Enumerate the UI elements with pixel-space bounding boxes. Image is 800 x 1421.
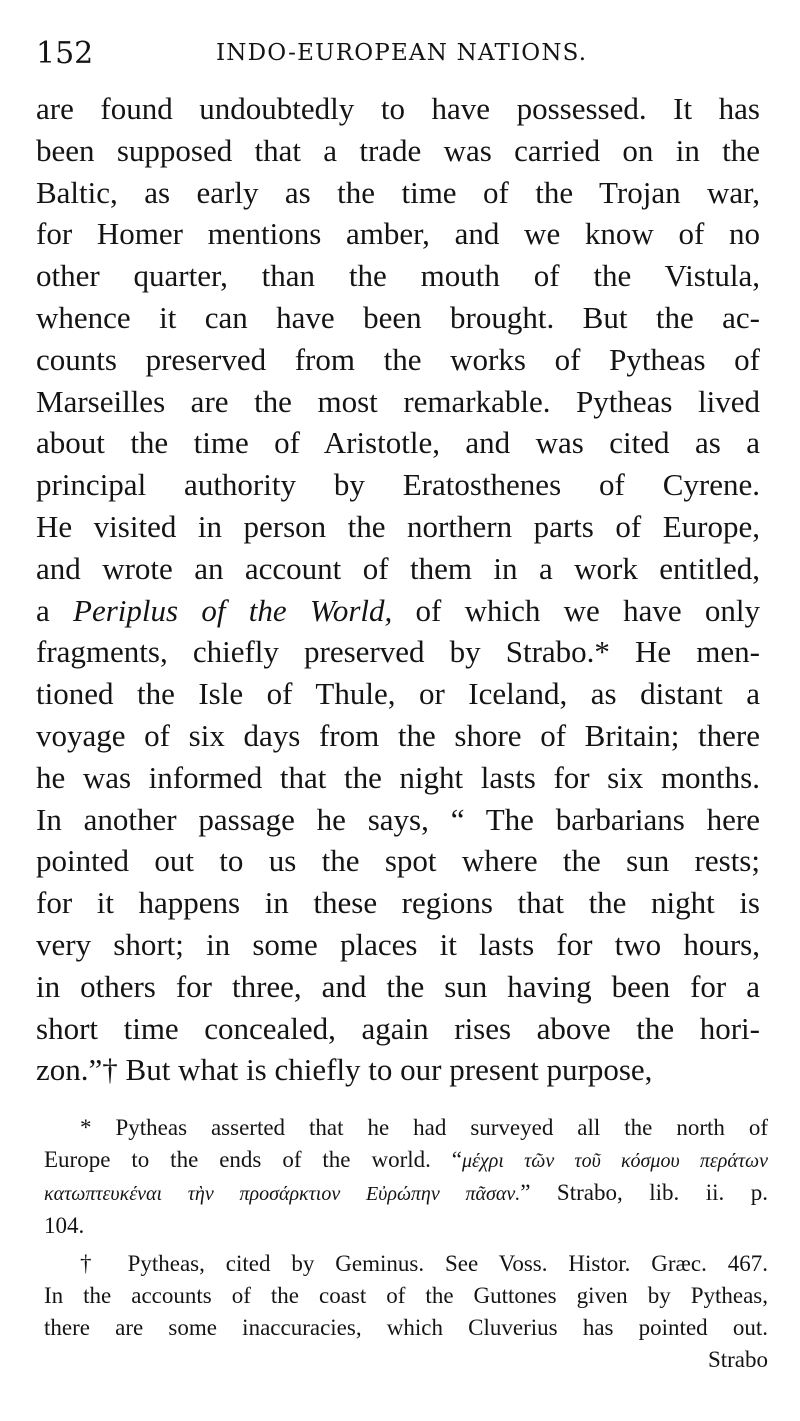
work-title: Periplus of the World, — [73, 592, 393, 628]
text-line: counts preserved from the works of Pytheas of — [36, 341, 760, 377]
footnote-2-line: † Pytheas, cited by Geminus. See Voss. Histor. Græc. 467. — [80, 1251, 768, 1276]
text-line: very short; in some places it lasts for two hours, — [36, 926, 760, 962]
text-line: he was informed that the night lasts for six months. — [36, 759, 760, 795]
footnote-2-line: there are some inaccuracies, which Cluverius has pointed out. — [44, 1315, 768, 1340]
footnote-1-line: * Pytheas asserted that he had surveyed all the north of — [80, 1115, 768, 1140]
body-text — [36, 88, 760, 1091]
greek-quotation: μέχρι τῶν τοῦ κόσμου περάτων — [462, 1150, 768, 1172]
text-line: are found undoubtedly to have possessed. It has — [36, 91, 760, 126]
line-suffix: of which we have only — [392, 592, 760, 628]
text-line: short time concealed, again rises above the hori- — [36, 1010, 760, 1046]
text-line: about the time of Aristotle, and was cited as a — [36, 425, 760, 461]
text-line: for it happens in these regions that the night is — [36, 885, 760, 921]
footnotes — [44, 1112, 768, 1376]
text-line: tioned the Isle of Thule, or Iceland, as distant a — [36, 676, 760, 712]
text-line: in others for three, and the sun having been for a — [36, 968, 760, 1004]
text-line: pointed out to us the spot where the sun rests; — [36, 843, 760, 879]
text-line: voyage of six days from the shore of Britain; there — [36, 717, 760, 753]
text-line: In another passage he says, “ The barbarians here — [36, 801, 760, 837]
footnote-2-line: In the accounts of the coast of the Guttones given by Pytheas, — [44, 1283, 768, 1308]
text-line: and wrote an account of them in a work entitled, — [36, 550, 760, 586]
text-line: been supposed that a trade was carried on in the — [36, 132, 760, 168]
text-line: for Homer mentions amber, and we know of no — [36, 216, 760, 252]
text-line: fragments, chiefly preserved by Strabo.* He men- — [36, 634, 760, 670]
text-line-with-title — [36, 590, 760, 632]
text-line: Baltic, as early as the time of the Trojan war, — [36, 174, 760, 210]
footnote-1-line — [44, 1177, 768, 1210]
text-line: zon.”† But what is chiefly to our present purpose, — [36, 1052, 653, 1088]
footnote-1-line — [44, 1144, 768, 1177]
footnote-1-text: ” Strabo, lib. ii. p. — [520, 1180, 768, 1205]
greek-quotation: κατωπτευκέναι τὴν προσάρκτιον Εὐρώπην πᾶσαν. — [44, 1183, 521, 1205]
text-line: He visited in person the northern parts of Europe, — [36, 508, 760, 544]
footnote-1-text: Europe to the ends of the world. “ — [44, 1147, 463, 1172]
page-number: 152 — [36, 36, 94, 71]
footnote-1-line: 104. — [44, 1213, 85, 1238]
text-line: other quarter, than the mouth of the Vistula, — [36, 258, 760, 294]
catchword: Strabo — [707, 1347, 768, 1372]
line-prefix: a — [36, 592, 74, 628]
page-header — [36, 36, 764, 76]
text-line: principal authority by Eratosthenes of Cyrene. — [36, 467, 760, 503]
running-head: INDO-EUROPEAN NATIONS. — [216, 40, 588, 66]
text-line: Marseilles are the most remarkable. Pytheas lived — [36, 383, 760, 419]
text-line: whence it can have been brought. But the ac- — [36, 299, 760, 335]
